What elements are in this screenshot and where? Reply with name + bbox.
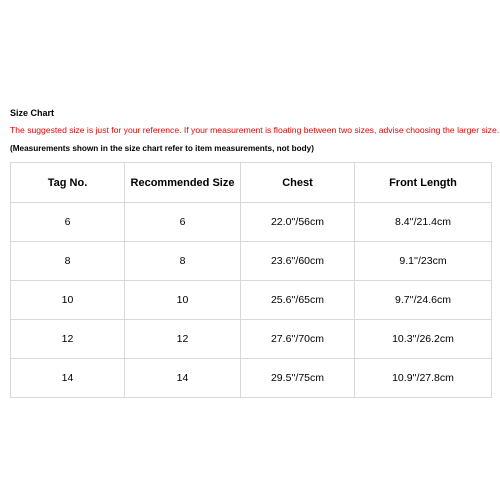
cell-chest: 23.6''/60cm xyxy=(241,242,355,281)
cell-tag-no: 8 xyxy=(11,242,125,281)
cell-front-length: 8.4''/21.4cm xyxy=(355,203,492,242)
size-advice-note: The suggested size is just for your reference. If your measurement is floating between two sizes, advise choosing the larger size. xyxy=(10,125,500,135)
header-chest: Chest xyxy=(241,163,355,203)
table-row xyxy=(11,281,492,320)
table-row xyxy=(11,203,492,242)
cell-recommended-size: 12 xyxy=(125,320,241,359)
cell-front-length: 10.9''/27.8cm xyxy=(355,359,492,398)
cell-recommended-size: 14 xyxy=(125,359,241,398)
page-title: Size Chart xyxy=(10,108,55,118)
header-front-length: Front Length xyxy=(355,163,492,203)
header-tag-no: Tag No. xyxy=(11,163,125,203)
cell-chest: 27.6''/70cm xyxy=(241,320,355,359)
cell-front-length: 9.7''/24.6cm xyxy=(355,281,492,320)
cell-front-length: 10.3''/26.2cm xyxy=(355,320,492,359)
header-recommended-size: Recommended Size xyxy=(125,163,241,203)
table-header-row xyxy=(11,163,492,203)
cell-recommended-size: 8 xyxy=(125,242,241,281)
cell-chest: 22.0''/56cm xyxy=(241,203,355,242)
cell-tag-no: 10 xyxy=(11,281,125,320)
cell-recommended-size: 6 xyxy=(125,203,241,242)
table-row xyxy=(11,320,492,359)
cell-tag-no: 6 xyxy=(11,203,125,242)
cell-tag-no: 12 xyxy=(11,320,125,359)
cell-chest: 29.5''/75cm xyxy=(241,359,355,398)
table-row xyxy=(11,242,492,281)
cell-front-length: 9.1''/23cm xyxy=(355,242,492,281)
size-chart-table xyxy=(10,162,492,398)
cell-tag-no: 14 xyxy=(11,359,125,398)
cell-recommended-size: 10 xyxy=(125,281,241,320)
measurement-note: (Measurements shown in the size chart refer to item measurements, not body) xyxy=(10,144,314,153)
table-row xyxy=(11,359,492,398)
cell-chest: 25.6''/65cm xyxy=(241,281,355,320)
